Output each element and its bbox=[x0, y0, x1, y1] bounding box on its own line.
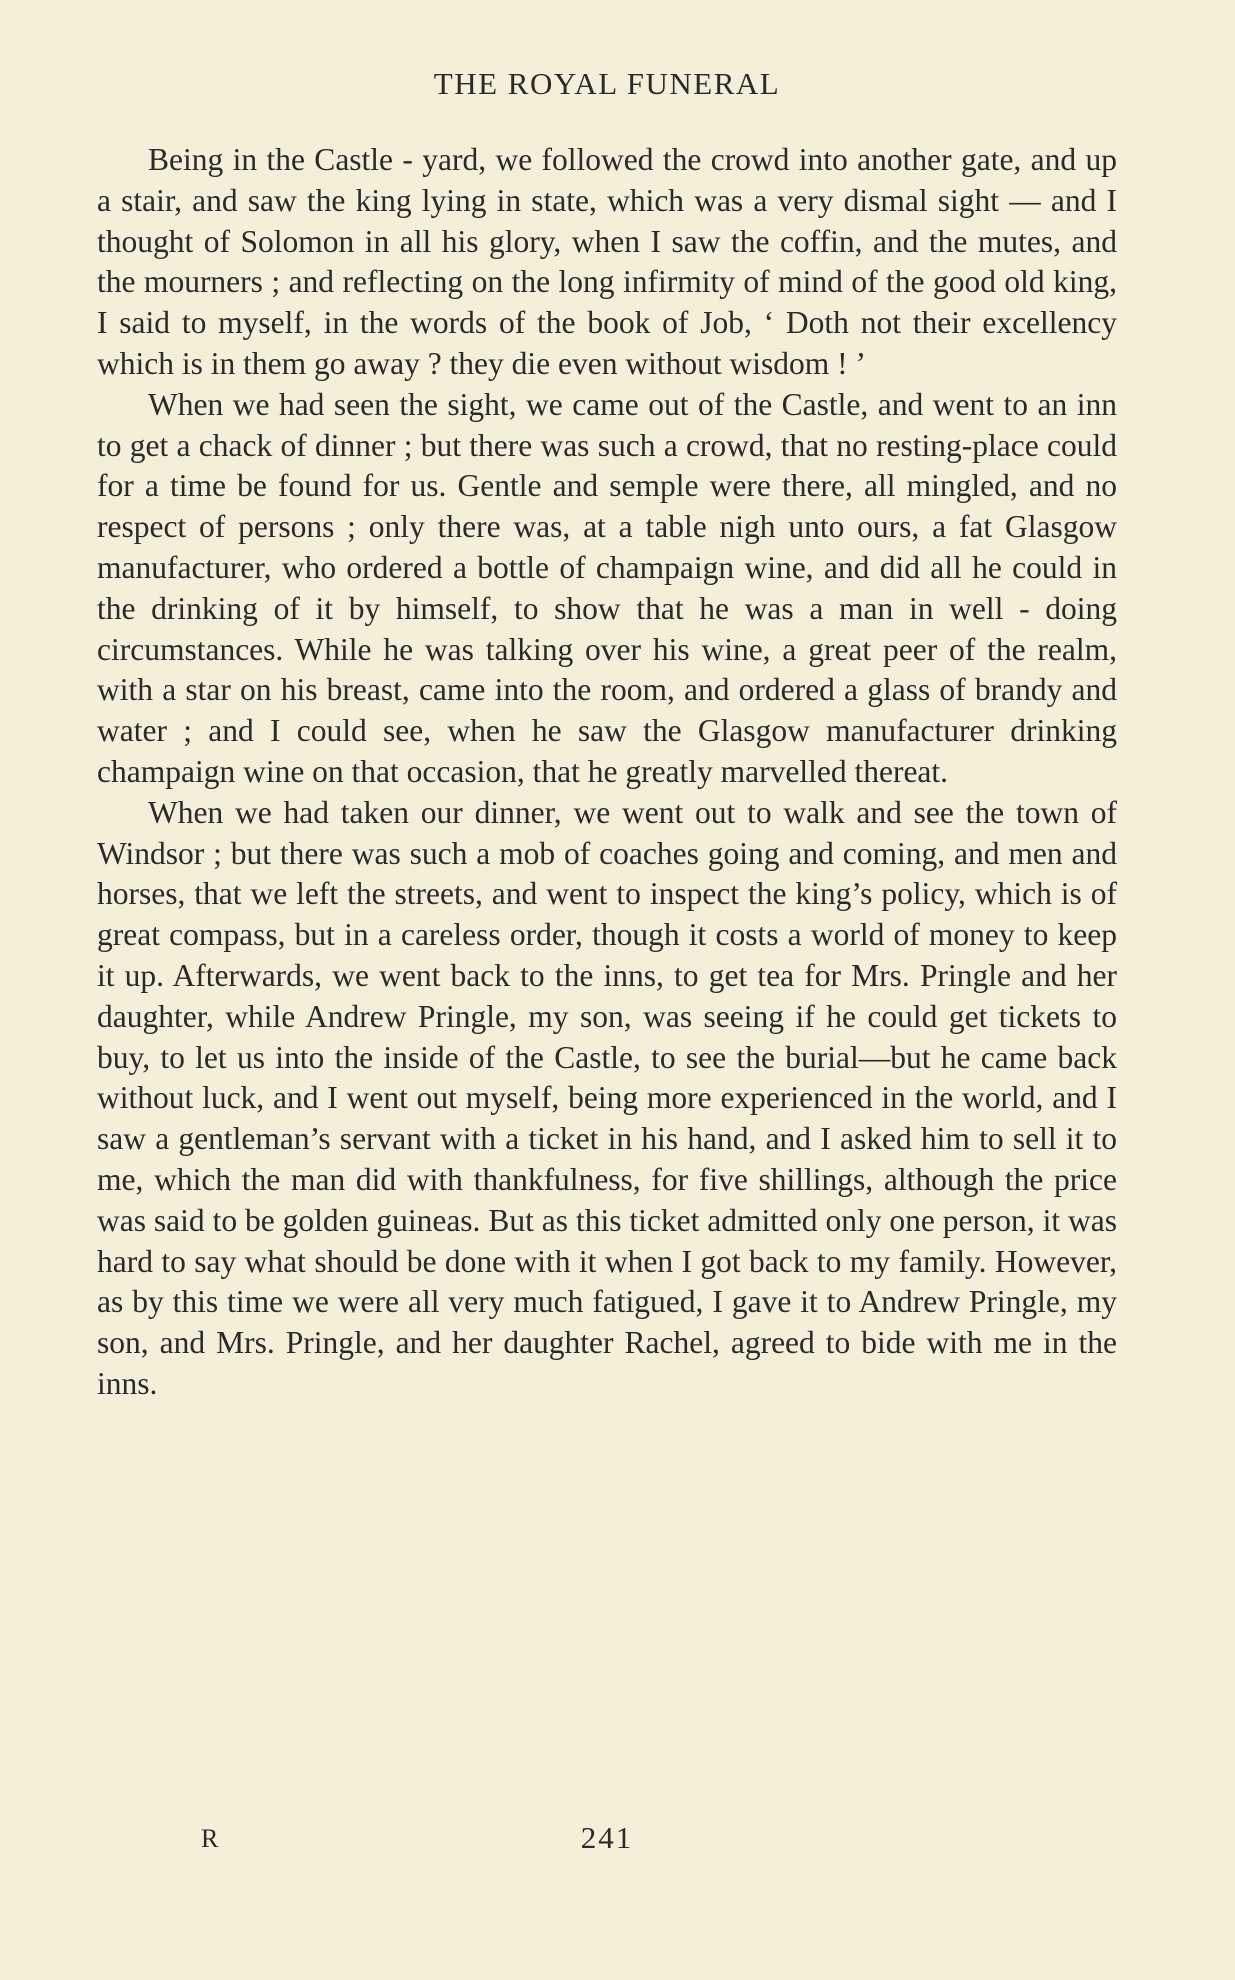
body-text bbox=[97, 140, 1117, 1405]
paragraph: When we had taken our dinner, we went out to walk and see the town of Windsor ; but there was such a mob of coaches going and coming, and men and horses, that we left the streets, and went to inspect the king’s policy, which is of great compass, but in a careless order, though it costs a world of money to keep it up. Afterwards, we went back to the inns, to get tea for Mrs. Pringle and her daughter, while Andrew Pringle, my son, was seeing if he could get tickets to buy, to let us into the inside of the Castle, to see the burial—but he came back without luck, and I went out myself, being more experienced in the world, and I saw a gentleman’s servant with a ticket in his hand, and I asked him to sell it to me, which the man did with thankfulness, for five shillings, although the price was said to be golden guineas. But as this ticket admitted only one person, it was hard to say what should be done with it when I got back to my family. However, as by this time we were all very much fatigued, I gave it to Andrew Pringle, my son, and Mrs. Pringle, and her daughter Rachel, agreed to bide with me in the inns. bbox=[97, 794, 1117, 1401]
page-number: 241 bbox=[580, 1820, 634, 1855]
paragraph: Being in the Castle - yard, we followed the crowd into another gate, and up a stair, and saw the king lying in state, which was a very dismal sight — and I thought of Solomon in all his glory, when I saw the coffin, and the mutes, and the mourners ; and reflecting on the long infirmity of mind of the good old king, I said to myself, in the words of the book of Job, ‘ Doth not their excellency which is in them go away ? they die even without wisdom ! ’ bbox=[97, 142, 1117, 381]
running-head: THE ROYAL FUNERAL bbox=[433, 66, 781, 101]
paragraph: When we had seen the sight, we came out of the Castle, and went to an inn to get a chack of dinner ; but there was such a crowd, that no resting-place could for a time be found for us. Gentle and semple were there, all mingled, and no respect of persons ; only there was, at a table nigh unto ours, a fat Glasgow manufacturer, who ordered a bottle of champaign wine, and did all he could in the drinking of it by himself, to show that he was a man in well - doing circumstances. While he was talking over his wine, a great peer of the realm, with a star on his breast, came into the room, and ordered a glass of brandy and water ; and I could see, when he saw the Glasgow manufacturer drinking champaign wine on that occasion, that he greatly marvelled thereat. bbox=[97, 386, 1117, 789]
book-page bbox=[97, 0, 1117, 1980]
signature-mark: R bbox=[201, 1824, 220, 1853]
